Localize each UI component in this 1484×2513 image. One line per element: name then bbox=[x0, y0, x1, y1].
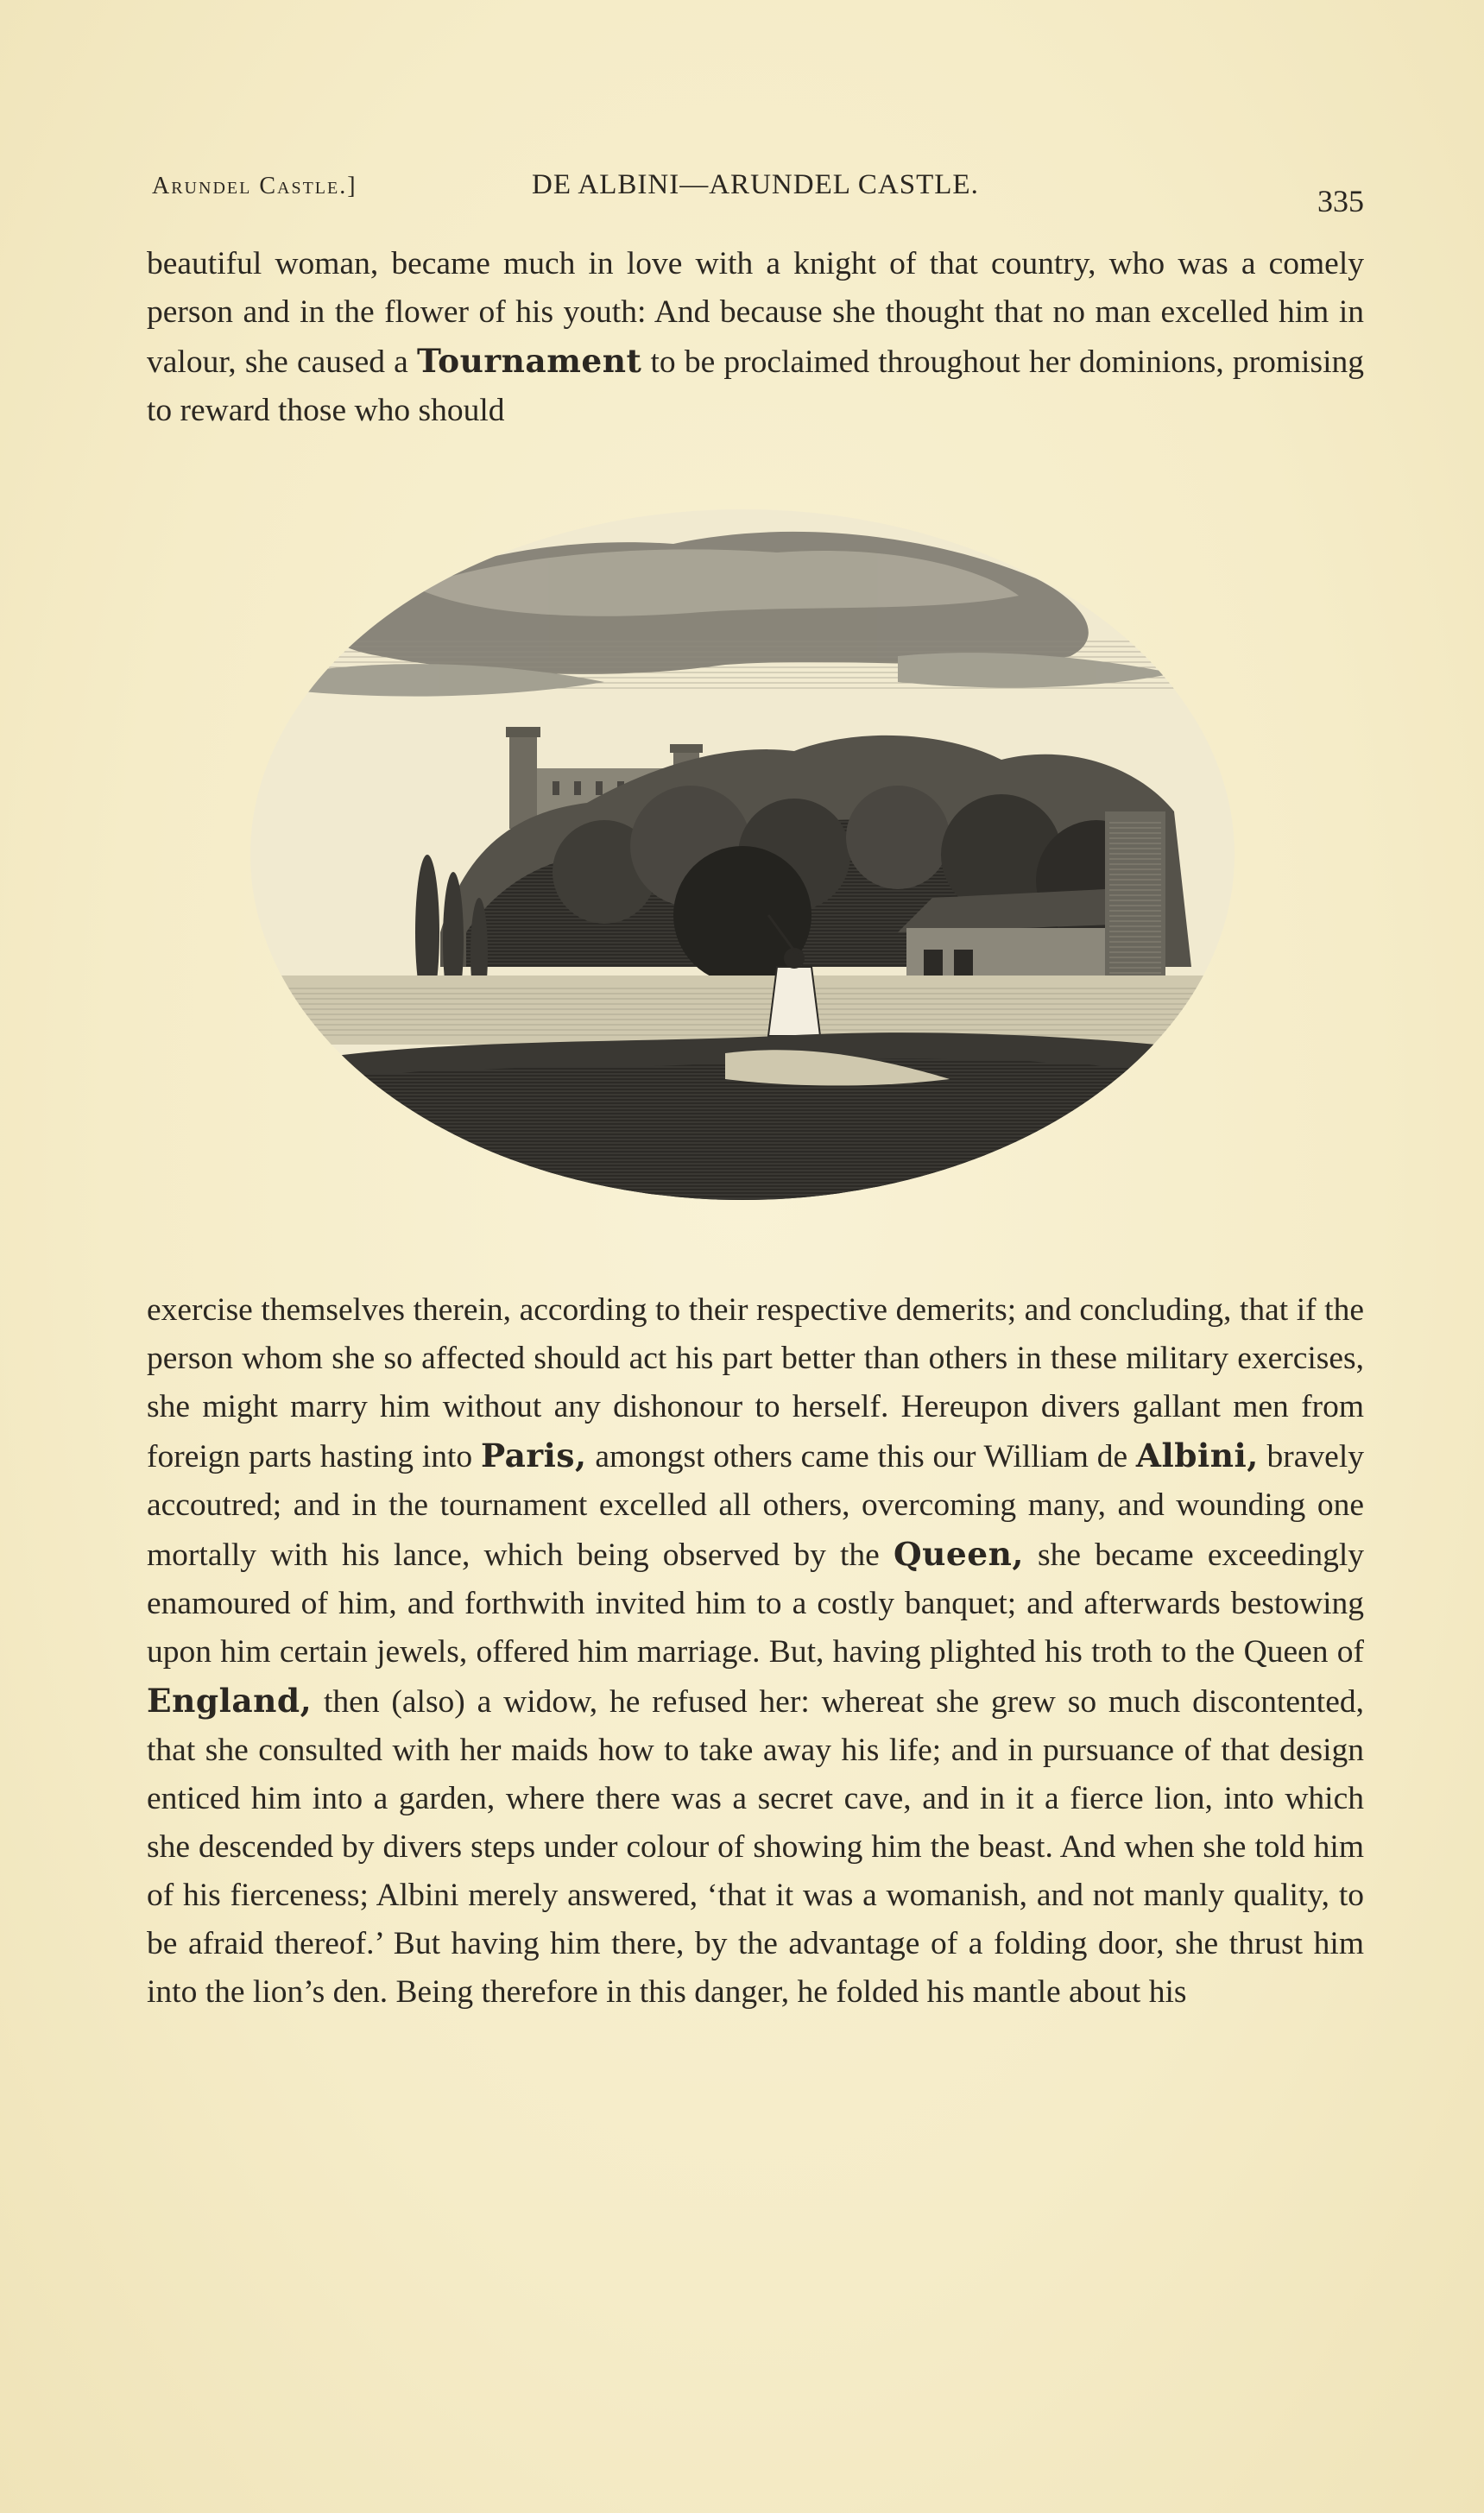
paragraph-bottom-text bbox=[147, 1286, 1364, 2017]
text-segment: beautiful woman, became much in love with a knight of that country, who was a comely person and in the flower of his youth: And because she thought that no man excelled him in valour, she caused a bbox=[147, 246, 1364, 380]
paragraph-top bbox=[147, 240, 1364, 435]
queen-word: Queen, bbox=[893, 1535, 1024, 1573]
running-header bbox=[152, 166, 1364, 218]
text-segment: then (also) a widow, he refused her: whereat she grew so much discontented, that she consulted with her maids how to take away his life; and in pursuance of that design enticed him into a garden, where there was a secret cave, and in it a fierce lion, into which she descended by divers steps under colour of showing him the beast. And when she told him of his fierceness; Albini merely answered, ‘that it was a womanish, and not manly quality, to be afraid thereof.’ But having him there, by the advantage of a folding door, she thrust him into the lion’s den. Being therefore in this danger, he folded his mantle about his bbox=[147, 1684, 1364, 2010]
tournament-word: Tournament bbox=[417, 342, 642, 380]
england-word: England, bbox=[147, 1682, 313, 1720]
albini-word: Albini, bbox=[1135, 1436, 1259, 1474]
text-segment: amongst others came this our William de bbox=[586, 1439, 1136, 1474]
text-segment: to be proclaimed throughout her dominions, promising to reward those who should bbox=[147, 344, 1364, 428]
header-section-title: Arundel Castle.] bbox=[152, 173, 357, 199]
paris-word: Paris, bbox=[480, 1436, 587, 1474]
text-segment: exercise themselves therein, according to their respective demerits; and concluding, that if the person whom she so affected should act his part better than others in these military exercises, she might marry him without any dishonour to herself. Hereupon divers gallant men from foreign parts hasting into bbox=[147, 1292, 1364, 1474]
river bbox=[242, 976, 1243, 1045]
engraving-svg bbox=[242, 483, 1243, 1226]
header-chapter-title: DE ALBINI—ARUNDEL CASTLE. bbox=[532, 169, 979, 200]
text-segment: bravely accoutred; and in the tournament excelled all others, overcoming many, and wounding one mortally with his lance, which being observed by the bbox=[147, 1439, 1364, 1573]
paragraph-top-text bbox=[147, 240, 1364, 435]
foreground-bank bbox=[242, 1032, 1243, 1226]
castle-engraving bbox=[242, 483, 1243, 1226]
paragraph-bottom bbox=[147, 1286, 1364, 2017]
sky-clouds bbox=[276, 532, 1209, 697]
text-segment: she became exceedingly enamoured of him, and forthwith invited him to a costly banquet; and afterwards bestowing upon him certain jewels, offered him marriage. But, having plighted his troth to the Queen of bbox=[147, 1537, 1364, 1670]
page-number: 335 bbox=[1317, 184, 1364, 218]
